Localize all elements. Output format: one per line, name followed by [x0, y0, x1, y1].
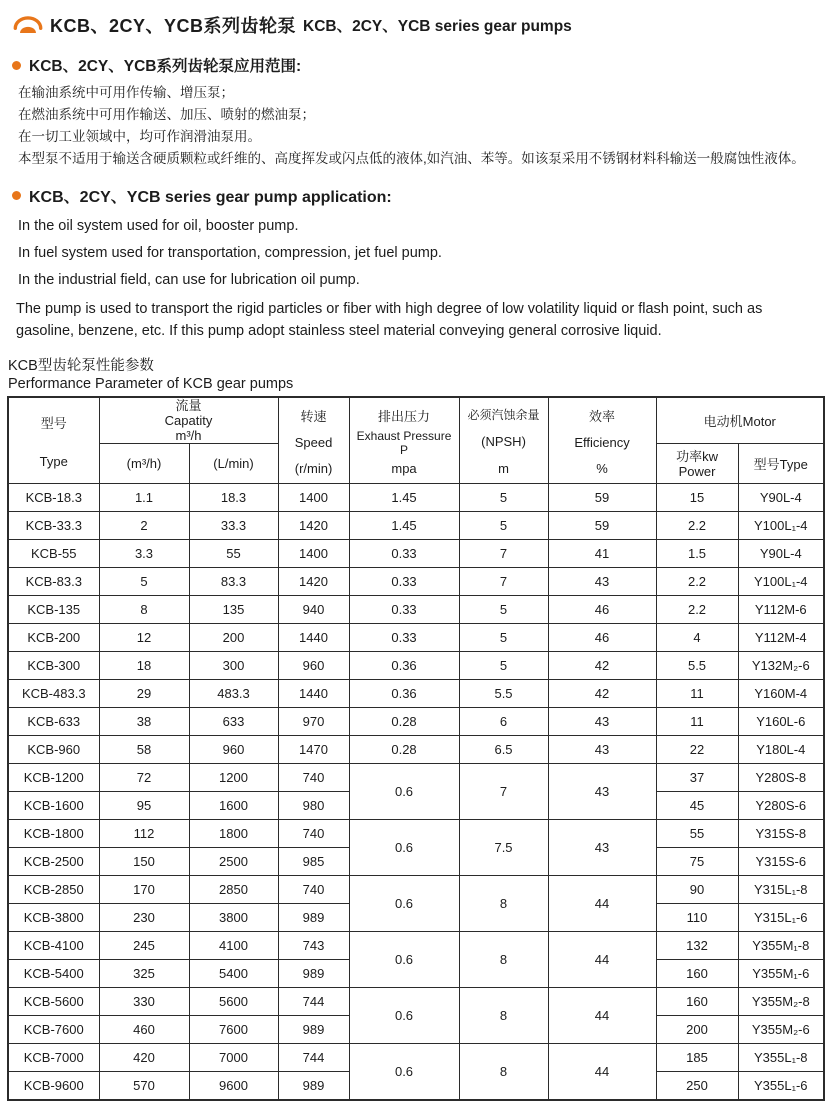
power-header-en: Power: [678, 463, 716, 479]
efficiency-cell: 42: [548, 680, 656, 708]
col-header-capacity: [99, 397, 278, 444]
power-cell: 185: [656, 1044, 738, 1072]
motor-type-cell: Y315S-6: [738, 848, 824, 876]
model-cell: KCB-83.3: [8, 568, 99, 596]
model-cell: KCB-5600: [8, 988, 99, 1016]
capacity-lmin-cell: 200: [189, 624, 278, 652]
pressure-cell: 0.6: [349, 1044, 459, 1100]
page-title-zh: KCB、2CY、YCB系列齿轮泵: [50, 16, 297, 36]
application-en-paragraph: The pump is used to transport the rigid particles or fiber with high degree of low volatility liquid or flash point, such as gasoline, benzene, etc. If this pump adopt stainless steel material conveying general corrosive liquid.: [16, 301, 763, 339]
section-heading-zh-text: KCB、2CY、YCB系列齿轮泵应用范围:: [29, 58, 302, 75]
model-cell: KCB-1200: [8, 764, 99, 792]
capacity-lmin-cell: 2850: [189, 876, 278, 904]
pressure-header-unit: mpa: [391, 460, 417, 476]
power-cell: 2.2: [656, 512, 738, 540]
speed-cell: 989: [278, 904, 349, 932]
model-cell: KCB-9600: [8, 1072, 99, 1100]
pressure-header-en: Exhaust Pressure P: [356, 428, 452, 457]
model-cell: KCB-200: [8, 624, 99, 652]
pressure-cell: 0.33: [349, 568, 459, 596]
page-title-en: KCB、2CY、YCB series gear pumps: [303, 18, 572, 35]
speed-cell: 740: [278, 764, 349, 792]
npsh-cell: 6.5: [459, 736, 548, 764]
capacity-m3h-cell: 1.1: [99, 484, 189, 512]
efficiency-header-zh: 效率: [589, 408, 616, 424]
npsh-cell: 8: [459, 932, 548, 988]
col-header-m3h: (m³/h): [99, 444, 189, 484]
pressure-cell: 0.6: [349, 764, 459, 820]
npsh-cell: 7: [459, 764, 548, 820]
power-cell: 250: [656, 1072, 738, 1100]
capacity-lmin-cell: 55: [189, 540, 278, 568]
power-cell: 11: [656, 708, 738, 736]
speed-cell: 1400: [278, 484, 349, 512]
capacity-lmin-cell: 7600: [189, 1016, 278, 1044]
en-line: In the oil system used for oil, booster pump.: [18, 218, 299, 234]
capacity-m3h-cell: 3.3: [99, 540, 189, 568]
power-cell: 132: [656, 932, 738, 960]
npsh-cell: 6: [459, 708, 548, 736]
pressure-cell: 0.28: [349, 708, 459, 736]
efficiency-cell: 46: [548, 624, 656, 652]
pressure-cell: 1.45: [349, 512, 459, 540]
model-cell: KCB-135: [8, 596, 99, 624]
power-cell: 75: [656, 848, 738, 876]
table-row: [8, 876, 824, 904]
table-row: [8, 540, 824, 568]
npsh-cell: 7.5: [459, 820, 548, 876]
model-cell: KCB-633: [8, 708, 99, 736]
motor-type-cell: Y280S-8: [738, 764, 824, 792]
npsh-cell: 8: [459, 876, 548, 932]
capacity-m3h-cell: 150: [99, 848, 189, 876]
col-header-motor: 电动机Motor: [656, 397, 824, 444]
capacity-lmin-cell: 1200: [189, 764, 278, 792]
efficiency-header-unit: %: [596, 460, 608, 476]
capacity-m3h-cell: 18: [99, 652, 189, 680]
power-cell: 90: [656, 876, 738, 904]
capacity-lmin-cell: 18.3: [189, 484, 278, 512]
section-heading-application-en: [0, 184, 830, 207]
power-cell: 11: [656, 680, 738, 708]
capacity-m3h-cell: 58: [99, 736, 189, 764]
capacity-m3h-cell: 230: [99, 904, 189, 932]
efficiency-cell: 42: [548, 652, 656, 680]
capacity-lmin-cell: 2500: [189, 848, 278, 876]
capacity-lmin-cell: 3800: [189, 904, 278, 932]
efficiency-cell: 44: [548, 988, 656, 1044]
table-row: [8, 932, 824, 960]
npsh-cell: 8: [459, 988, 548, 1044]
efficiency-cell: 44: [548, 932, 656, 988]
page-header: [0, 10, 830, 40]
motor-type-cell: Y160M-4: [738, 680, 824, 708]
speed-header-en: Speed: [294, 435, 333, 450]
motor-type-cell: Y355M₂-6: [738, 1016, 824, 1044]
speed-cell: 989: [278, 1072, 349, 1100]
col-header-power: [656, 444, 738, 484]
speed-cell: 744: [278, 1044, 349, 1072]
section-heading-application-zh: [0, 54, 830, 76]
speed-header-zh: 转速: [300, 408, 327, 424]
efficiency-cell: 41: [548, 540, 656, 568]
capacity-header-en: Capatity: [164, 413, 213, 428]
bullet-icon: [12, 191, 21, 200]
power-cell: 200: [656, 1016, 738, 1044]
motor-type-cell: Y112M-6: [738, 596, 824, 624]
speed-header-unit: (r/min): [294, 460, 333, 476]
en-line: In fuel system used for transportation, compression, jet fuel pump.: [18, 245, 442, 261]
speed-cell: 743: [278, 932, 349, 960]
table-row: [8, 652, 824, 680]
capacity-lmin-cell: 7000: [189, 1044, 278, 1072]
efficiency-header-en: Efficiency: [574, 435, 630, 450]
speed-cell: 740: [278, 876, 349, 904]
efficiency-cell: 44: [548, 1044, 656, 1100]
motor-type-cell: Y315L₁-8: [738, 876, 824, 904]
capacity-lmin-cell: 83.3: [189, 568, 278, 596]
motor-type-cell: Y355L₁-8: [738, 1044, 824, 1072]
model-cell: KCB-7600: [8, 1016, 99, 1044]
motor-type-cell: Y100L₁-4: [738, 512, 824, 540]
motor-type-cell: Y132M₂-6: [738, 652, 824, 680]
capacity-m3h-cell: 460: [99, 1016, 189, 1044]
motor-type-cell: Y100L₁-4: [738, 568, 824, 596]
performance-table: [7, 396, 825, 1101]
zh-line: 在燃油系统中可用作输送、加压、喷射的燃油泵；: [18, 107, 315, 122]
model-cell: KCB-2500: [8, 848, 99, 876]
speed-cell: 980: [278, 792, 349, 820]
capacity-header-zh: 流量: [175, 398, 202, 413]
capacity-m3h-cell: 95: [99, 792, 189, 820]
model-cell: KCB-483.3: [8, 680, 99, 708]
npsh-cell: 5: [459, 484, 548, 512]
efficiency-cell: 43: [548, 708, 656, 736]
col-header-lmin: (L/min): [189, 444, 278, 484]
table-title-en: Performance Parameter of KCB gear pumps: [8, 376, 294, 392]
efficiency-cell: 43: [548, 736, 656, 764]
motor-type-cell: Y112M-4: [738, 624, 824, 652]
capacity-m3h-cell: 29: [99, 680, 189, 708]
capacity-lmin-cell: 633: [189, 708, 278, 736]
capacity-header-unit: m³/h: [175, 428, 202, 443]
speed-cell: 744: [278, 988, 349, 1016]
npsh-cell: 7: [459, 540, 548, 568]
capacity-m3h-cell: 330: [99, 988, 189, 1016]
power-cell: 22: [656, 736, 738, 764]
npsh-cell: 5.5: [459, 680, 548, 708]
table-row: [8, 820, 824, 848]
capacity-lmin-cell: 300: [189, 652, 278, 680]
capacity-lmin-cell: 483.3: [189, 680, 278, 708]
col-header-pressure: [349, 397, 459, 484]
speed-cell: 740: [278, 820, 349, 848]
power-cell: 4: [656, 624, 738, 652]
col-header-motor-type: 型号Type: [738, 444, 824, 484]
speed-cell: 970: [278, 708, 349, 736]
motor-type-cell: Y90L-4: [738, 484, 824, 512]
efficiency-cell: 46: [548, 596, 656, 624]
efficiency-cell: 44: [548, 876, 656, 932]
speed-cell: 1470: [278, 736, 349, 764]
speed-cell: 940: [278, 596, 349, 624]
npsh-cell: 7: [459, 568, 548, 596]
power-cell: 160: [656, 960, 738, 988]
model-cell: KCB-1600: [8, 792, 99, 820]
npsh-header-unit: m: [498, 460, 509, 476]
npsh-cell: 8: [459, 1044, 548, 1100]
npsh-cell: 5: [459, 624, 548, 652]
col-header-type: [8, 397, 99, 484]
efficiency-cell: 43: [548, 764, 656, 820]
col-header-efficiency: [548, 397, 656, 484]
bullet-icon: [12, 61, 21, 70]
npsh-cell: 5: [459, 512, 548, 540]
capacity-m3h-cell: 72: [99, 764, 189, 792]
npsh-cell: 5: [459, 652, 548, 680]
efficiency-cell: 43: [548, 568, 656, 596]
model-cell: KCB-3800: [8, 904, 99, 932]
efficiency-cell: 59: [548, 512, 656, 540]
model-cell: KCB-55: [8, 540, 99, 568]
capacity-m3h-cell: 325: [99, 960, 189, 988]
zh-line: 在输油系统中可用作传输、增压泵；: [18, 85, 234, 100]
capacity-lmin-cell: 33.3: [189, 512, 278, 540]
speed-cell: 1400: [278, 540, 349, 568]
capacity-lmin-cell: 135: [189, 596, 278, 624]
power-cell: 110: [656, 904, 738, 932]
capacity-m3h-cell: 170: [99, 876, 189, 904]
motor-type-cell: Y355L₁-6: [738, 1072, 824, 1100]
zh-line: 本型泵不适用于输送含硬质颗粒或纤维的、高度挥发或闪点低的液体,如汽油、苯等。如该泵采用不锈钢材料科输送一般腐蚀性液体。: [18, 151, 805, 166]
power-cell: 37: [656, 764, 738, 792]
col-header-npsh: [459, 397, 548, 484]
section-heading-en-text: KCB、2CY、YCB series gear pump application:: [29, 189, 392, 206]
power-cell: 2.2: [656, 568, 738, 596]
capacity-m3h-cell: 570: [99, 1072, 189, 1100]
table-row: [8, 624, 824, 652]
pressure-cell: 0.36: [349, 652, 459, 680]
table-row: [8, 512, 824, 540]
pressure-cell: 0.33: [349, 596, 459, 624]
model-cell: KCB-300: [8, 652, 99, 680]
efficiency-cell: 59: [548, 484, 656, 512]
speed-cell: 1420: [278, 512, 349, 540]
capacity-lmin-cell: 4100: [189, 932, 278, 960]
capacity-lmin-cell: 1800: [189, 820, 278, 848]
table-row: [8, 988, 824, 1016]
application-zh-body: [18, 82, 816, 170]
motor-type-cell: Y355M₂-8: [738, 988, 824, 1016]
pressure-header-zh: 排出压力: [378, 408, 431, 424]
model-cell: KCB-4100: [8, 932, 99, 960]
pressure-cell: 0.36: [349, 680, 459, 708]
capacity-m3h-cell: 112: [99, 820, 189, 848]
speed-cell: 989: [278, 960, 349, 988]
capacity-lmin-cell: 960: [189, 736, 278, 764]
model-cell: KCB-2850: [8, 876, 99, 904]
speed-cell: 1440: [278, 680, 349, 708]
power-cell: 55: [656, 820, 738, 848]
pressure-cell: 0.6: [349, 988, 459, 1044]
pressure-cell: 0.6: [349, 876, 459, 932]
motor-type-cell: Y315S-8: [738, 820, 824, 848]
application-en-body: [18, 213, 816, 294]
rainbow-sun-logo-icon: [12, 14, 44, 36]
power-header-zh: 功率kw: [676, 448, 718, 464]
speed-cell: 960: [278, 652, 349, 680]
capacity-lmin-cell: 5600: [189, 988, 278, 1016]
table-row: [8, 596, 824, 624]
model-cell: KCB-960: [8, 736, 99, 764]
pressure-cell: 0.33: [349, 624, 459, 652]
speed-cell: 985: [278, 848, 349, 876]
power-cell: 160: [656, 988, 738, 1016]
power-cell: 45: [656, 792, 738, 820]
efficiency-cell: 43: [548, 820, 656, 876]
power-cell: 15: [656, 484, 738, 512]
npsh-header-zh: 必须汽蚀余量: [467, 407, 540, 422]
model-cell: KCB-1800: [8, 820, 99, 848]
pressure-cell: 0.6: [349, 932, 459, 988]
pressure-cell: 0.6: [349, 820, 459, 876]
table-row: [8, 736, 824, 764]
type-header-zh: 型号: [40, 415, 67, 431]
speed-cell: 989: [278, 1016, 349, 1044]
capacity-m3h-cell: 12: [99, 624, 189, 652]
table-row: [8, 680, 824, 708]
motor-type-cell: Y280S-6: [738, 792, 824, 820]
speed-cell: 1440: [278, 624, 349, 652]
table-title-zh: KCB型齿轮泵性能参数: [8, 358, 154, 374]
capacity-m3h-cell: 245: [99, 932, 189, 960]
npsh-cell: 5: [459, 596, 548, 624]
motor-type-cell: Y355M₁-6: [738, 960, 824, 988]
motor-type-cell: Y180L-4: [738, 736, 824, 764]
motor-type-cell: Y160L-6: [738, 708, 824, 736]
model-cell: KCB-18.3: [8, 484, 99, 512]
motor-type-cell: Y90L-4: [738, 540, 824, 568]
capacity-m3h-cell: 5: [99, 568, 189, 596]
table-row: [8, 708, 824, 736]
power-cell: 2.2: [656, 596, 738, 624]
capacity-m3h-cell: 38: [99, 708, 189, 736]
model-cell: KCB-7000: [8, 1044, 99, 1072]
capacity-lmin-cell: 9600: [189, 1072, 278, 1100]
col-header-speed: [278, 397, 349, 484]
table-row: [8, 764, 824, 792]
table-row: [8, 1044, 824, 1072]
capacity-lmin-cell: 1600: [189, 792, 278, 820]
motor-type-cell: Y315L₁-6: [738, 904, 824, 932]
zh-line: 在一切工业领域中，均可作润滑油泵用。: [18, 129, 261, 144]
capacity-lmin-cell: 5400: [189, 960, 278, 988]
pressure-cell: 1.45: [349, 484, 459, 512]
npsh-header-en: (NPSH): [481, 434, 526, 449]
en-line: In the industrial field, can use for lubrication oil pump.: [18, 272, 360, 288]
capacity-m3h-cell: 420: [99, 1044, 189, 1072]
pressure-cell: 0.28: [349, 736, 459, 764]
power-cell: 5.5: [656, 652, 738, 680]
table-row: [8, 568, 824, 596]
motor-type-cell: Y355M₁-8: [738, 932, 824, 960]
table-row: [8, 484, 824, 512]
speed-cell: 1420: [278, 568, 349, 596]
model-cell: KCB-5400: [8, 960, 99, 988]
power-cell: 1.5: [656, 540, 738, 568]
type-header-en: Type: [39, 453, 68, 469]
capacity-m3h-cell: 8: [99, 596, 189, 624]
model-cell: KCB-33.3: [8, 512, 99, 540]
pressure-cell: 0.33: [349, 540, 459, 568]
capacity-m3h-cell: 2: [99, 512, 189, 540]
